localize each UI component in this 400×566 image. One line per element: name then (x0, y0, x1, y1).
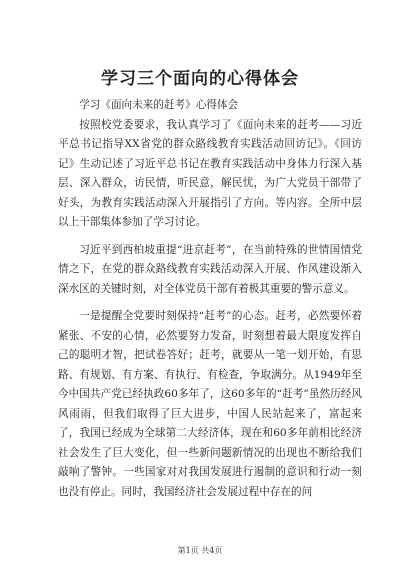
page-number-footer: 第1页 共4页 (177, 546, 223, 555)
document-subtitle: 学习《面向未来的赶考》心得体会 (79, 99, 239, 111)
document-body (58, 96, 362, 502)
paragraph-2: 习近平到西柏坡重提“进京赶考”，在当前特殊的世情国情党情之下，在党的群众路线教育实践活动深入开展、作风建设渐入深水区的关键时刻，对全体党员干部有着极其重要的警示意义。 (58, 243, 362, 295)
paragraph-3: 一是提醒全党要时刻保持“赶考”的心态。赶考，必然要怀着紧张、不安的心情，必然要努力发奋，时刻想着最大限度发挥自己的聪明才智，把试卷答好；赶考，就要从一笔一划开始，有思路、有规划、有方案、有执行、有检查，争取满分。从1949年至今中国共产党已经执政60多年了，这60多年的“赶考”虽然历经风风雨雨，但我们取得了巨大进步，中国人民站起来了，富起来了，我国已经成为全球第二大经济体，现在和60多年前相比经济社会发生了巨大变化，但一些新问题新情况的出现也不断给我们敲响了警钟。一些国家对对我国发展进行遏制的意识和行动一刻也没有停止。同时，我国经济社会发展过程中存在的问 (58, 310, 362, 498)
document-title: 学习三个面向的心得体会 (101, 69, 299, 89)
paragraph-1: 按照校党委要求，我认真学习了《面向未来的赶考——习近平总书记指导XX省党的群众路线教育实践活动回访记》。《回访记》生动记述了习近平总书记在教育实践活动中身体力行深入基层、深入群众，访民情，听民意，解民忧，为广大党员干部带了好头，为教育实践活动深入开展指引了方向。等内容。全所中层以上干部集体参加了学习讨论。 (58, 118, 362, 228)
